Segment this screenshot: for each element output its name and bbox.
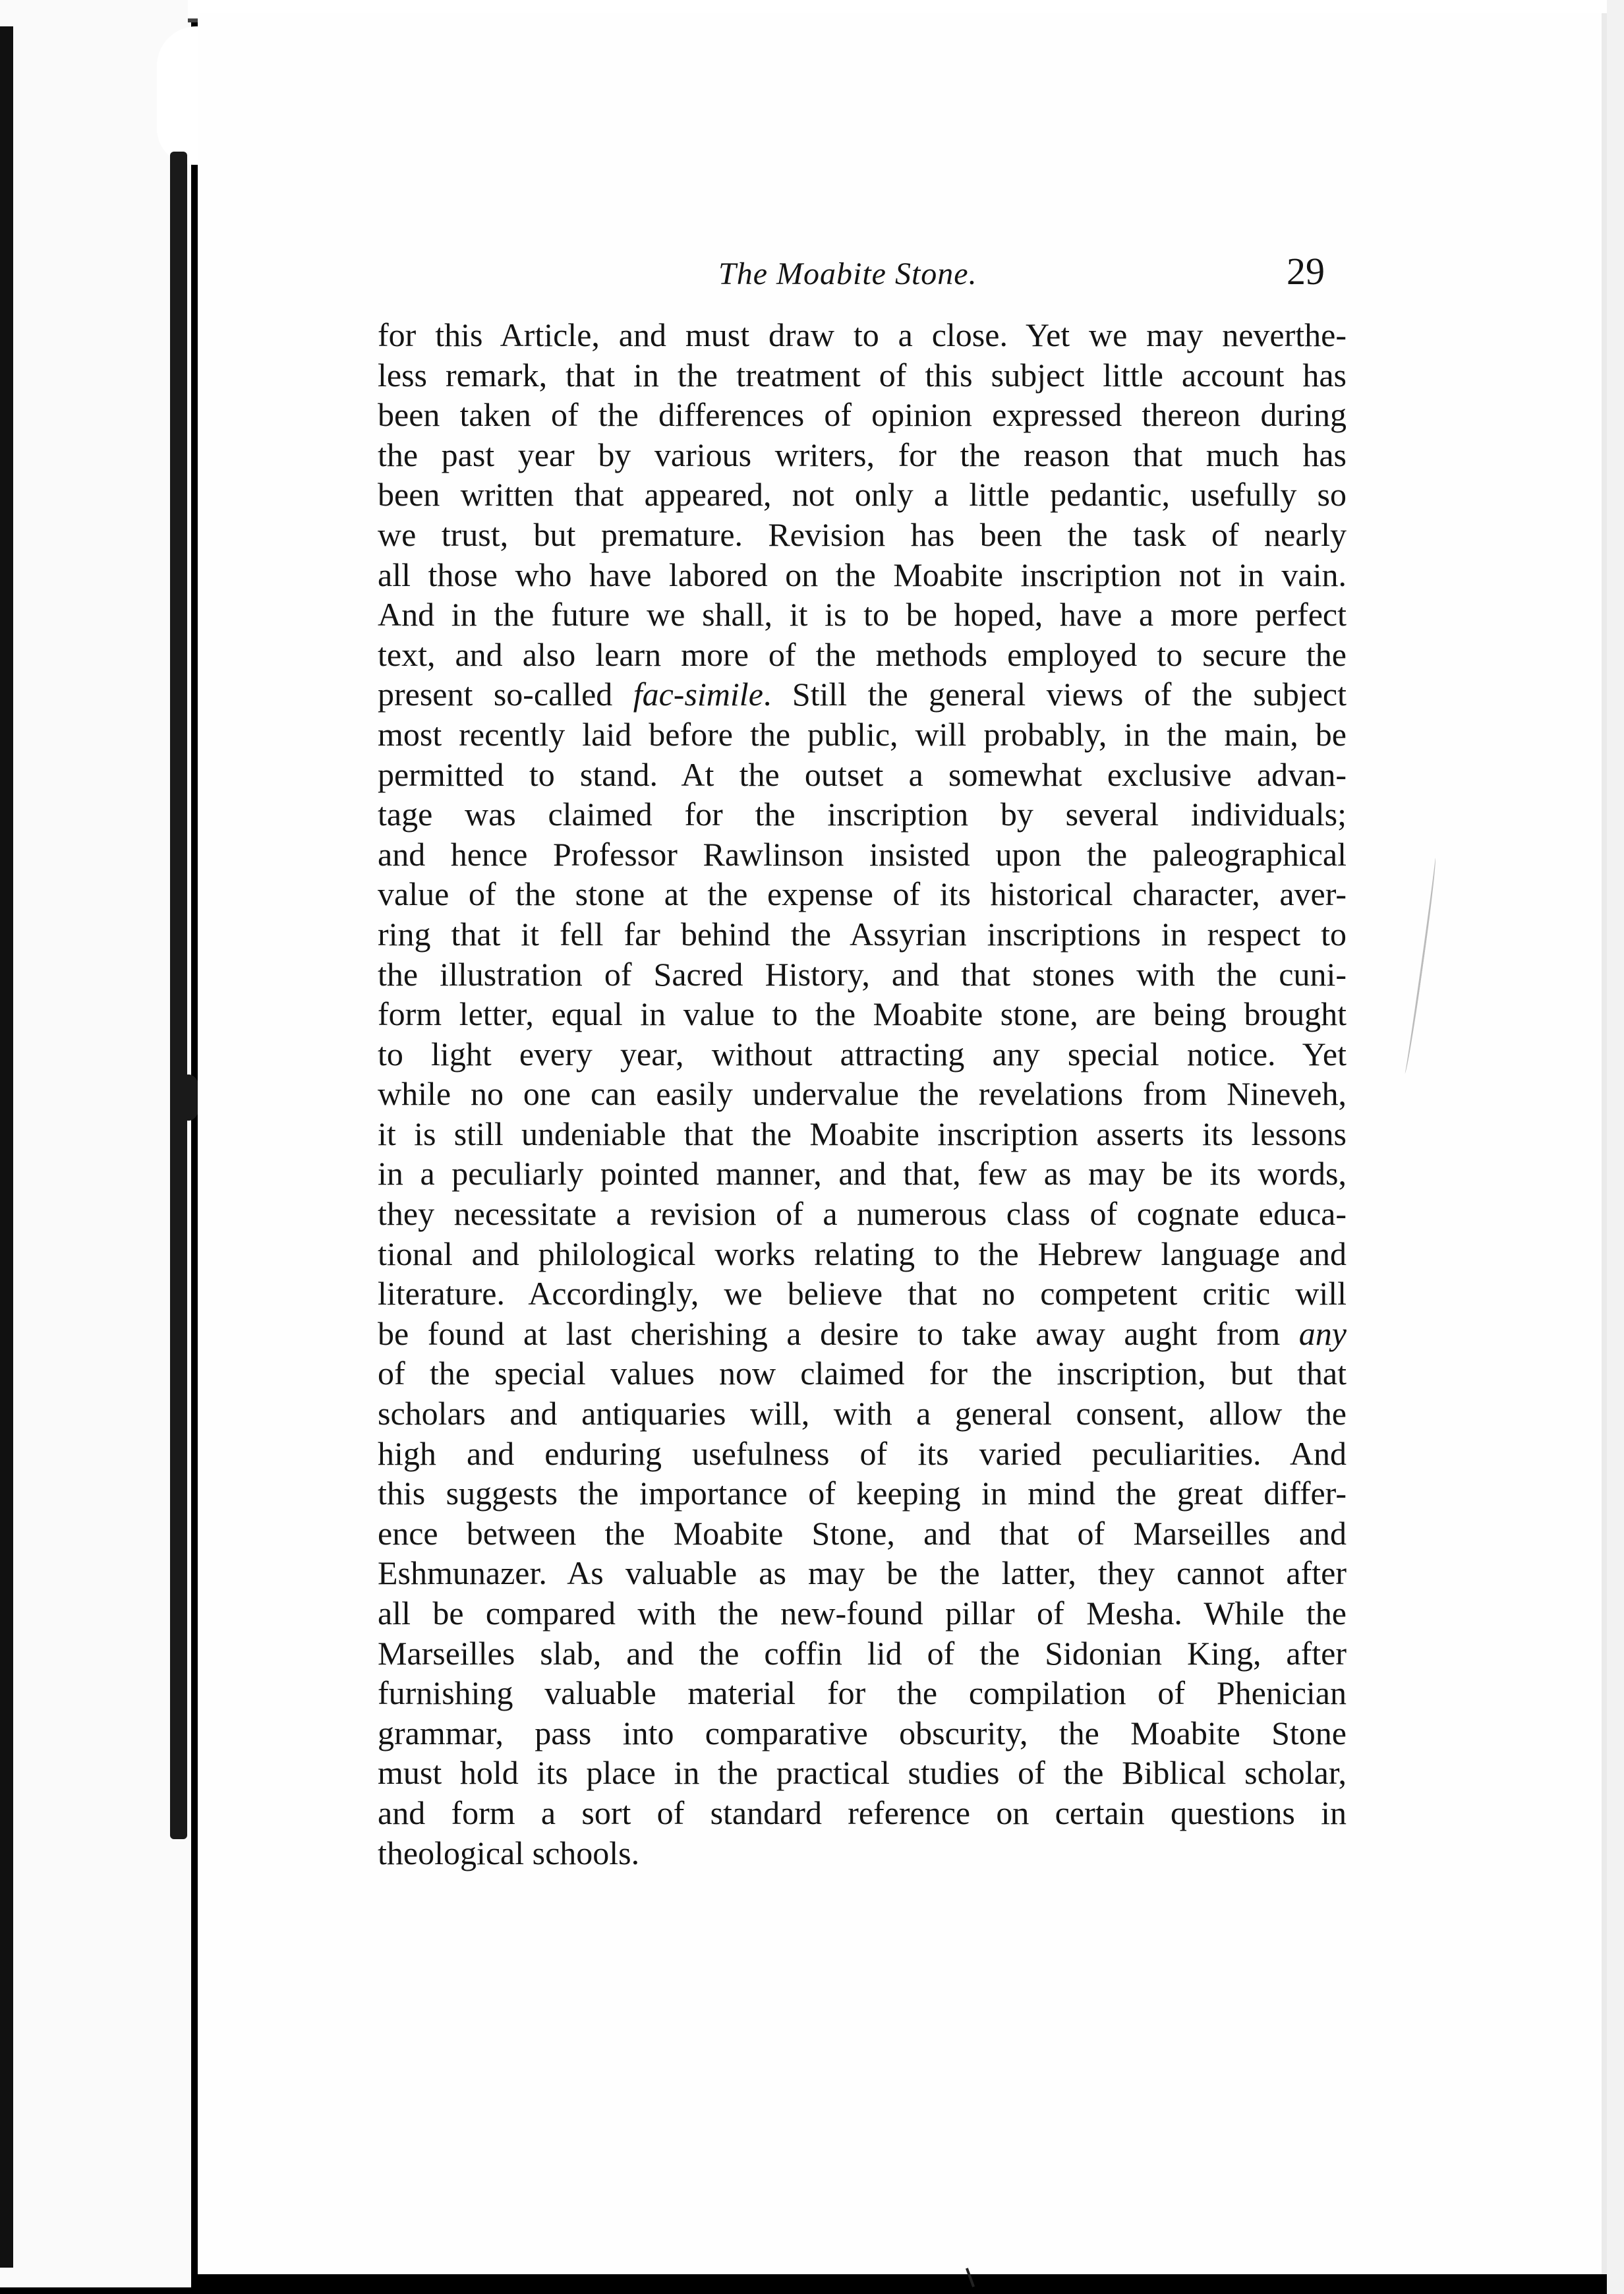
text-line: for this Article, and must draw to a close. Yet we may neverthe- bbox=[378, 316, 1347, 353]
text-line: this suggests the importance of keeping in mind the great differ- bbox=[378, 1475, 1347, 1512]
text-line: all those who have labored on the Moabite inscription not in vain. bbox=[378, 556, 1347, 593]
text-line: been written that appeared, not only a little pedantic, usefully so bbox=[378, 476, 1347, 514]
text-line: ence between the Moabite Stone, and that of Marseilles and bbox=[378, 1514, 1347, 1552]
text-line: and form a sort of standard reference on certain questions in bbox=[378, 1794, 1347, 1831]
binding-gutter bbox=[170, 152, 187, 1839]
text-line: furnishing valuable material for the compilation of Phenician bbox=[378, 1674, 1347, 1712]
text-line: present so-called fac-simile. Still the general views of the subject bbox=[378, 676, 1347, 713]
text-line: be found at last cherishing a desire to take away aught from any bbox=[378, 1314, 1347, 1352]
text-line: high and enduring usefulness of its varied peculiarities. And bbox=[378, 1434, 1347, 1472]
page-number: 29 bbox=[1287, 250, 1325, 293]
text-line: and hence Professor Rawlinson insisted upon the paleographical bbox=[378, 835, 1347, 873]
text-line: theological schools. bbox=[378, 1834, 640, 1871]
body-paragraph bbox=[378, 315, 1347, 1873]
text-line: grammar, pass into comparative obscurity, the Moabite Stone bbox=[378, 1714, 1347, 1751]
text-line: we trust, but premature. Revision has been the task of nearly bbox=[378, 515, 1347, 553]
text-line: ring that it fell far behind the Assyrian inscriptions in respect to bbox=[378, 915, 1347, 953]
text-line: literature. Accordingly, we believe that no competent critic will bbox=[378, 1275, 1347, 1312]
scan-shadow bbox=[0, 26, 13, 2268]
text-line: they necessitate a revision of a numerous class of cognate educa- bbox=[378, 1195, 1347, 1233]
text-line: been taken of the differences of opinion expressed thereon during bbox=[378, 396, 1347, 434]
running-title: The Moabite Stone. bbox=[718, 256, 977, 291]
text-line: the illustration of Sacred History, and that stones with the cuni- bbox=[378, 955, 1347, 993]
text-line: tional and philological works relating to the Hebrew language and bbox=[378, 1235, 1347, 1272]
text-line: to light every year, without attracting any special notice. Yet bbox=[378, 1035, 1347, 1073]
text-line: scholars and antiquaries will, with a general consent, allow the bbox=[378, 1395, 1347, 1432]
text-line: less remark, that in the treatment of this subject little account has bbox=[378, 356, 1347, 394]
text-line: must hold its place in the practical studies of the Biblical scholar, bbox=[378, 1754, 1347, 1792]
text-line: of the special values now claimed for the inscription, but that bbox=[378, 1355, 1347, 1392]
text-line: the past year by various writers, for the reason that much has bbox=[378, 436, 1347, 473]
page-header bbox=[718, 249, 1325, 309]
text-line: form letter, equal in value to the Moabite stone, are being brought bbox=[378, 995, 1347, 1033]
text-line: tage was claimed for the inscription by several individuals; bbox=[378, 796, 1347, 833]
text-line: in a peculiarly pointed manner, and that, few as may be its words, bbox=[378, 1155, 1347, 1192]
text-line: most recently laid before the public, will probably, in the main, be bbox=[378, 715, 1347, 753]
text-line: permitted to stand. At the outset a somewhat exclusive advan- bbox=[378, 755, 1347, 793]
text-line: value of the stone at the expense of its historical character, aver- bbox=[378, 875, 1347, 913]
text-line: it is still undeniable that the Moabite inscription asserts its lessons bbox=[378, 1115, 1347, 1152]
left-facing-page-edge bbox=[0, 0, 191, 2287]
text-line: And in the future we shall, it is to be hoped, have a more perfect bbox=[378, 596, 1347, 633]
text-line: while no one can easily undervalue the revelations from Nineveh, bbox=[378, 1075, 1347, 1113]
text-line: all be compared with the new-found pillar of Mesha. While the bbox=[378, 1595, 1347, 1632]
text-line: Marseilles slab, and the coffin lid of the Sidonian King, after bbox=[378, 1634, 1347, 1672]
text-line: text, and also learn more of the methods employed to secure the bbox=[378, 635, 1347, 673]
page-right-edge bbox=[1607, 0, 1624, 2294]
text-line: Eshmunazer. As valuable as may be the latter, they cannot after bbox=[378, 1554, 1347, 1592]
